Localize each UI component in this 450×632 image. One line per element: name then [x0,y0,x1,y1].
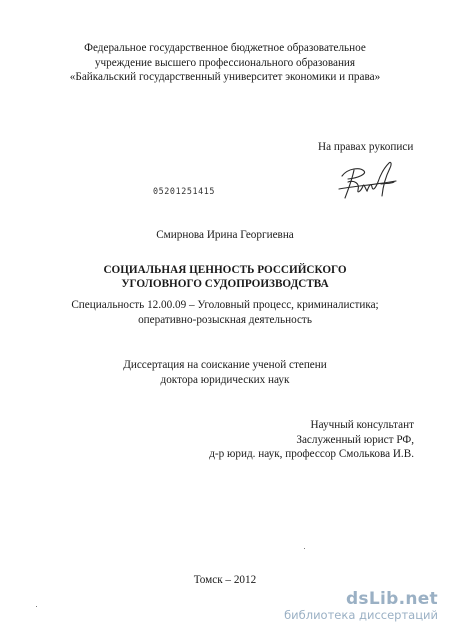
specialty-line: Специальность 12.00.09 – Уголовный процесс, криминалистика; [71,299,379,311]
title-line: УГОЛОВНОГО СУДОПРОИЗВОДСТВА [121,277,329,290]
signature-icon [334,158,410,207]
institution-header [0,41,450,85]
specialty [0,298,450,327]
consultant-line: Заслуженный юрист РФ, [296,433,414,446]
title-line: СОЦИАЛЬНАЯ ЦЕННОСТЬ РОССИЙСКОГО [103,264,347,276]
manuscript-rights: На правах рукописи [318,141,414,153]
institution-line: учреждение высшего профессионального образования [94,56,356,69]
watermark-subtitle: библиотека диссертаций [284,608,438,622]
registration-code: 05201251415 [153,186,216,196]
scan-speck [304,548,305,549]
scan-speck [36,606,37,607]
scientific-consultant [0,418,414,462]
consultant-line: Научный консультант [310,419,414,431]
city-year: Томск – 2012 [193,574,257,586]
watermark-logo: dsLib.net [345,589,438,609]
consultant-line: д-р юрид. наук, профессор Смолькова И.В. [209,448,414,460]
degree-statement [0,358,450,387]
institution-line: Федеральное государственное бюджетное образовательное [84,42,366,54]
author-name: Смирнова Ирина Георгиевна [156,229,294,241]
specialty-line: оперативно-розыскная деятельность [138,313,312,326]
degree-line: доктора юридических наук [160,373,290,386]
degree-line: Диссертация на соискание ученой степени [123,359,327,371]
watermark [284,590,438,622]
dissertation-title [0,264,450,291]
institution-line: «Байкальский государственный университет экономики и права» [69,71,381,83]
